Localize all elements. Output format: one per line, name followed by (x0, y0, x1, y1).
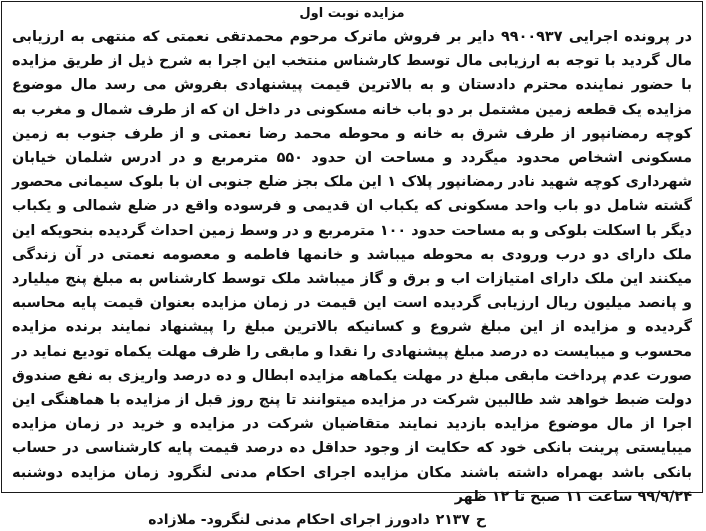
footer-code: ۲۱۳۷ (435, 512, 470, 529)
auction-notice (1, 1, 703, 529)
footer-signature: دادورز اجرای احکام مدنی لنگرود- ملازاده (148, 512, 430, 529)
notice-body: در پرونده اجرایی ۹۹۰۰۹۳۷ دایر بر فروش ماترک مرحوم محمدتقی نعمتی که منتهی به ارزیابی مال گردید با توجه به ارزیابی مال توسط کارشناس منتخب این اجرا به شرح ذیل از طریق مزایده با حضور نماینده محترم دادستان و به بالاترین قیمت پیشنهادی بفروش می رسد مال موضوع مزایده یک قطعه زمین مشتمل بر دو باب خانه مسکونی در داخل ان که از طرف شمال و مغرب به کوچه رمضانپور از طرف شرق به خانه و محوطه محمد رضا نعمتی و از طرف جنوب به زمین مسکونی اشخاص محدود میگردد و مساحت ان حدود ۵۵۰ مترمربع و در ادرس شلمان خیابان شهرداری کوچه شهید نادر رمضانپور پلاک ۱ این ملک بجز ضلع جنوبی ان با بلوک سیمانی محصور گشته شامل دو باب واحد مسکونی که یکباب ان قدیمی و فرسوده واقع در ضلع شمالی و یکباب دیگر با اسکلت بلوکی و به مساحت حدود ۱۰۰ مترمربع و در وسط زمین احداث گردیده بنحویکه این ملک دارای دو درب ورودی به محوطه میباشد و خانمها فاطمه و معصومه نعمتی در آن زندگی میکنند این ملک دارای امتیازات اب و برق و گاز میباشد ملک توسط کارشناس به مبلغ پنج میلیارد و پانصد میلیون ریال ارزیابی گردیده است این قیمت در زمان مزایده بعنوان قیمت پایه محاسبه گردیده و مزایده از این مبلغ شروع و کسانیکه بالاترین مبلغ را پیشنهاد نمایند برنده مزایده محسوب و میبایست ده درصد مبلغ پیشنهادی را نقدا و مابقی را ظرف مهلت یکماه تودیع نماید در صورت عدم پرداخت مابقی مبلغ در مهلت یکماهه مزایده ابطال و ده درصد واریزی به نفع صندوق دولت ضبط خواهد شد طالبین شرکت در مزایده میتوانند تا پنج روز قبل از مزایده با هماهنگی این اجرا از مال موضوع مزایده بازدید نمایند متقاضیان شرکت در مزایده و خرید در زمان مزایده میبایستی پرینت بانکی خود که حکایت از وجود حداقل ده درصد قیمت پایه کارشناسی در حساب بانکی باشد بهمراه داشته باشند مکان مزایده اجرای احکام مدنی لنگرود زمان مزایده دوشنبه ۹۹/۹/۲۴ ساعت ۱۱ صبح تا ۱۲ ظهر (12, 29, 693, 505)
footer-code-prefix: ح (475, 512, 486, 529)
notice-title: مزایده نوبت اول (299, 6, 405, 21)
notice-footer (2, 509, 702, 531)
